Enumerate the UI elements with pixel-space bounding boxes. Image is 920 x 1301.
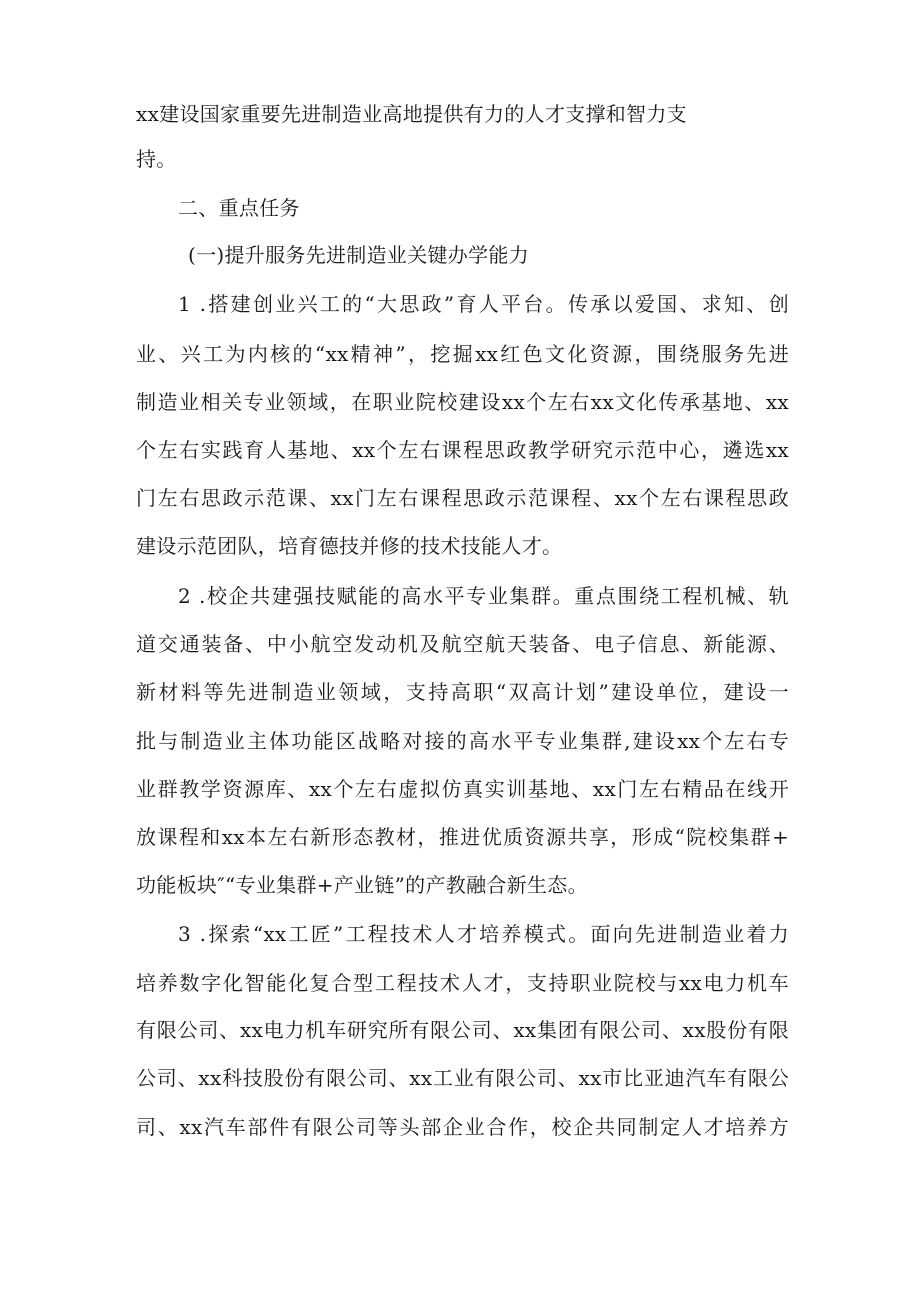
paragraph-line: 持。 bbox=[136, 147, 177, 171]
paragraph-line: 有限公司、xx电力机车研究所有限公司、xx集团有限公司、xx股份有限 bbox=[136, 1018, 789, 1042]
paragraph-line: 3 .探索“xx工匠”工程技术人才培养模式。面向先进制造业着力 bbox=[178, 922, 789, 946]
paragraph-line: 个左右实践育人基地、xx个左右课程思政教学研究示范中心，遴选xx bbox=[136, 438, 789, 462]
subsection-heading: (一)提升服务先进制造业关键办学能力 bbox=[188, 243, 530, 267]
paragraph-line: 道交通装备、中小航空发动机及航空航天装备、电子信息、新能源、 bbox=[136, 632, 789, 656]
paragraph-line: 建设示范团队，培育德技并修的技术技能人才。 bbox=[136, 534, 563, 558]
paragraph-line: 门左右思政示范课、xx门左右课程思政示范课程、xx个左右课程思政 bbox=[136, 486, 789, 510]
section-heading: 二、重点任务 bbox=[178, 196, 300, 220]
paragraph-line: 业群教学资源库、xx个左右虚拟仿真实训基地、xx门左右精品在线开 bbox=[136, 777, 789, 801]
paragraph-line: 2 .校企共建强技赋能的高水平专业集群。重点围绕工程机械、轨 bbox=[178, 584, 789, 608]
paragraph-line: 新材料等先进制造业领域，支持高职“双高计划”建设单位，建设一 bbox=[136, 680, 789, 704]
paragraph-line: 业、兴工为内核的“xx精神”，挖掘xx红色文化资源，围绕服务先进 bbox=[136, 342, 789, 366]
paragraph-line: 司、xx汽车部件有限公司等头部企业合作，校企共同制定人才培养方 bbox=[136, 1115, 789, 1139]
paragraph-line: 公司、xx科技股份有限公司、xx工业有限公司、xx市比亚迪汽车有限公 bbox=[136, 1066, 789, 1090]
paragraph-line: 功能板块″“专业集群+产业链”的产教融合新生态。 bbox=[136, 873, 588, 897]
paragraph-line: 培养数字化智能化复合型工程技术人才，支持职业院校与xx电力机车 bbox=[136, 971, 789, 995]
paragraph-line: 批与制造业主体功能区战略对接的高水平专业集群,建设xx个左右专 bbox=[136, 729, 789, 753]
paragraph-line: 1 .搭建创业兴工的“大思政”育人平台。传承以爱国、求知、创 bbox=[178, 292, 789, 316]
paragraph-line: 制造业相关专业领域，在职业院校建设xx个左右xx文化传承基地、xx bbox=[136, 390, 789, 414]
paragraph-line: 放课程和xx本左右新形态教材，推进优质资源共享，形成“院校集群+ bbox=[136, 825, 789, 849]
paragraph-line: xx建设国家重要先进制造业高地提供有力的人才支撑和智力支 bbox=[136, 102, 687, 126]
